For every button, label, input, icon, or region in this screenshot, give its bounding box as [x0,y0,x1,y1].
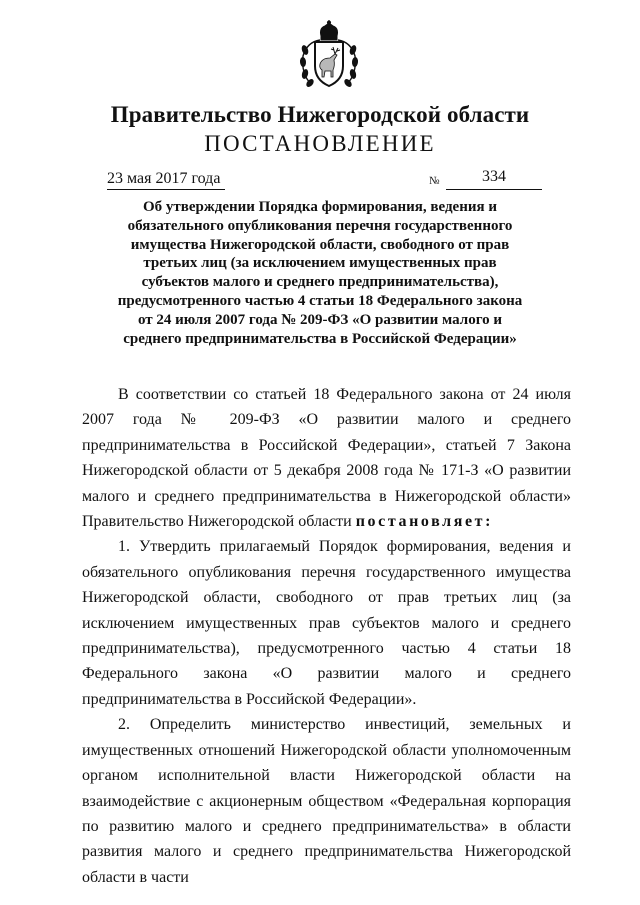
preamble-text: В соответствии со статьей 18 Федерального закона от 24 июля 2007 года № 209-ФЗ «О развитии малого и среднего предпринимательства в Российской Федерации», статьей 7 Закона Нижегородской области от 5 декабря 2008 года № 171-З «О развитии малого и среднего предпринимательства в Нижегородской области» Правительство Нижегородской области [82,386,571,531]
document-type: ПОСТАНОВЛЕНИЕ [204,131,436,156]
decree-number: 334 [446,168,542,190]
decree-body [82,382,571,890]
decree-word: постановляет: [355,513,494,531]
decree-date: 23 мая 2017 года [107,170,225,190]
clause-2: 2. Определить министерство инвестиций, земельных и имущественных отношений Нижегородской области уполномоченным органом исполнительной власти Нижегородской области на взаимодействие с акционерным обществом «Федеральная корпорация по развитию малого и среднего предпринимательства» в области развития малого и среднего предпринимательства Нижегородской области в части [82,716,571,886]
crown-icon [321,20,338,40]
number-sign: № [429,175,440,187]
decree-subject: Об утверждении Порядка формирования, ведения и обязательного опубликования перечня государственного имущества Нижегородской области, свободного от прав третьих лиц (за исключением имущественных прав субъектов малого и среднего предпринимательства), предусмотренного частью 4 статьи 18 Федерального закона от 24 июля 2007 года № 209-ФЗ «О развитии малого и среднего предпринимательства в Российской Федерации» [117,199,523,347]
coat-of-arms-icon [297,20,361,92]
government-name: Правительство Нижегородской области [110,102,530,127]
preamble-paragraph [82,382,571,534]
clause-1: 1. Утвердить прилагаемый Порядок формирования, ведения и обязательного опубликования перечня государственного имущества Нижегородской области, свободного от прав третьих лиц (за исключением имущественных прав субъектов малого и среднего предпринимательства), предусмотренного частью 4 статьи 18 Федерального закона «О развитии малого и среднего предпринимательства в Российской Федерации». [82,538,571,708]
